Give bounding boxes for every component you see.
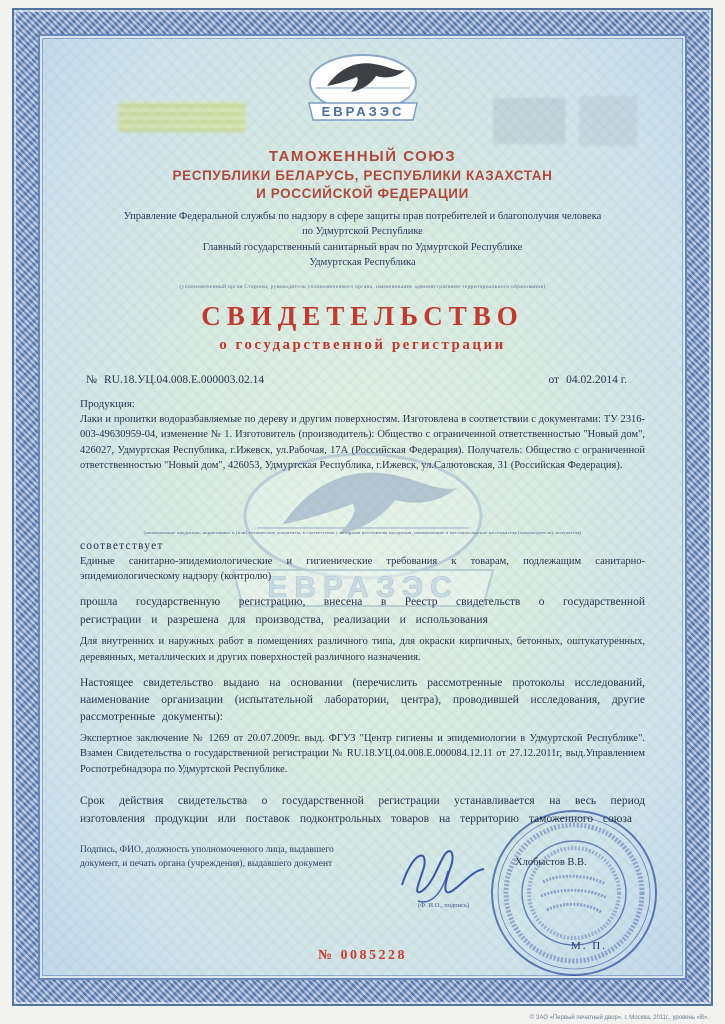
authority-line4: Удмуртская Республика	[309, 257, 416, 269]
certificate-body	[38, 34, 687, 980]
cert-date: 04.02.2014 г.	[566, 373, 627, 386]
product-footnote: (наименование продукции, нормативные и (или) технические документы, в соответствии с которыми изготовлена продукция, наименование и местонахождение изготовителя (производителя), получателя)	[143, 529, 582, 535]
validity-statement: Срок действия свидетельства о государственной регистрации устанавливается на весь период изготовления продукции или поставок подконтрольных товаров на территорию таможенного союза	[80, 794, 645, 825]
document-subtitle: о государственной регистрации	[219, 336, 506, 353]
authority-line3: Главный государственный санитарный врач по Удмуртской Республике	[202, 241, 523, 253]
authority-footnote: (уполномоченный орган Стороны, руководитель уполномоченного органа, наименование административно-территориального образования)	[179, 283, 546, 290]
union-title-line1: ТАМОЖЕННЫЙ СОЮЗ	[268, 148, 457, 165]
certificate-number-row	[80, 374, 645, 386]
union-title-line2: РЕСПУБЛИКИ БЕЛАРУСЬ, РЕСПУБЛИКИ КАЗАХСТАН	[172, 168, 553, 183]
swallow-icon	[283, 473, 457, 534]
signature-caption: Подпись, ФИО, должность уполномоченного лица, выдавшего документ, и печать органа (учреждения), выдавшего документ	[80, 844, 334, 869]
registration-statement: прошла государственную регистрацию, внесена в Реестр свидетельств о государственной регистрации и разрешена для производства, реализации и использования	[80, 596, 645, 627]
cert-number-label: №	[86, 373, 97, 386]
union-title-line3: И РОССИЙСКОЙ ФЕДЕРАЦИИ	[256, 186, 469, 201]
product-description: Лаки и пропитки водоразбавляемые по дереву и другим поверхностям. Изготовлена в соответствии с документами: ТУ 2316-003-49630959-04, изменение № 1. Изготовитель (производитель): Общество с ограниченной ответственностью "Новый дом", 426027, Удмуртская Республика, г.Ижевск, ул.Рабочая, 17А (Российская Федерация). Получатель: Общество с ограниченной ответственностью "Новый дом", 426053, Удмуртская Республика, г.Ижевск, ул.Салютовская, 31 (Российская Федерация).	[80, 413, 645, 472]
basis-intro: Настоящее свидетельство выдано на основании (перечислить рассмотренные протоколы исследований, наименование организации (испытательной лаборатории, центра), проводившей исследования, другие рассмотренные документы):	[80, 676, 645, 724]
guilloche-border-frame	[12, 8, 713, 1006]
serial-number: № 0085228	[317, 948, 408, 963]
svg-text:ЕВРАЗЭС: ЕВРАЗЭС	[266, 571, 459, 604]
issuing-authority	[80, 210, 645, 271]
svg-text:ЕВРАЗЭС: ЕВРАЗЭС	[321, 104, 404, 119]
authority-line1: Управление Федеральной службы по надзору в сфере защиты прав потребителей и благополучия человека	[123, 211, 602, 222]
product-label: Продукция:	[80, 397, 135, 410]
scan-artifact-yellow	[118, 102, 246, 132]
certificate-content	[40, 36, 685, 978]
compliance-keyword: соответствует	[80, 539, 164, 552]
basis-details: Экспертное заключение № 1269 от 20.07.2009г. выд. ФГУЗ "Центр гигиены и эпидемиологии в Удмуртской Республике". Взамен Свидетельства о государственной регистрации № RU.18.УЦ.04.008.Е.000084.12.11 от 27.12.2011г, выд.Управлением Роспотребнадзора по Удмуртской Республике.	[80, 732, 645, 775]
official-stamp-seal	[485, 804, 663, 980]
document-title: СВИДЕТЕЛЬСТВО	[201, 300, 524, 331]
stamp-place-label: М. П.	[571, 940, 607, 952]
authority-line2: по Удмуртской Республике	[302, 226, 423, 238]
usage-statement: Для внутренних и наружных работ в помещениях различного типа, для окраски кирпичных, бетонных, оштукатуренных, деревянных, металлических и других поверхностей различного назначения.	[80, 636, 645, 663]
signature-sub-caption: (Ф. И.О., подпись)	[417, 901, 470, 909]
cert-number: RU.18.УЦ.04.008.Е.000003.02.14	[103, 373, 265, 386]
compliance-requirements: Единые санитарно-эпидемиологические и гигиенические требования к товарам, подлежащим санитарно-эпидемиологическому надзору (контролю)	[80, 555, 645, 583]
signatory-name: Хлобыстов В.В.	[515, 856, 587, 868]
cert-date-label: от	[548, 373, 560, 386]
printer-imprint: © ЗАО «Первый печатный двор», г. Москва, 2011г., уровень «В».	[529, 1015, 709, 1021]
